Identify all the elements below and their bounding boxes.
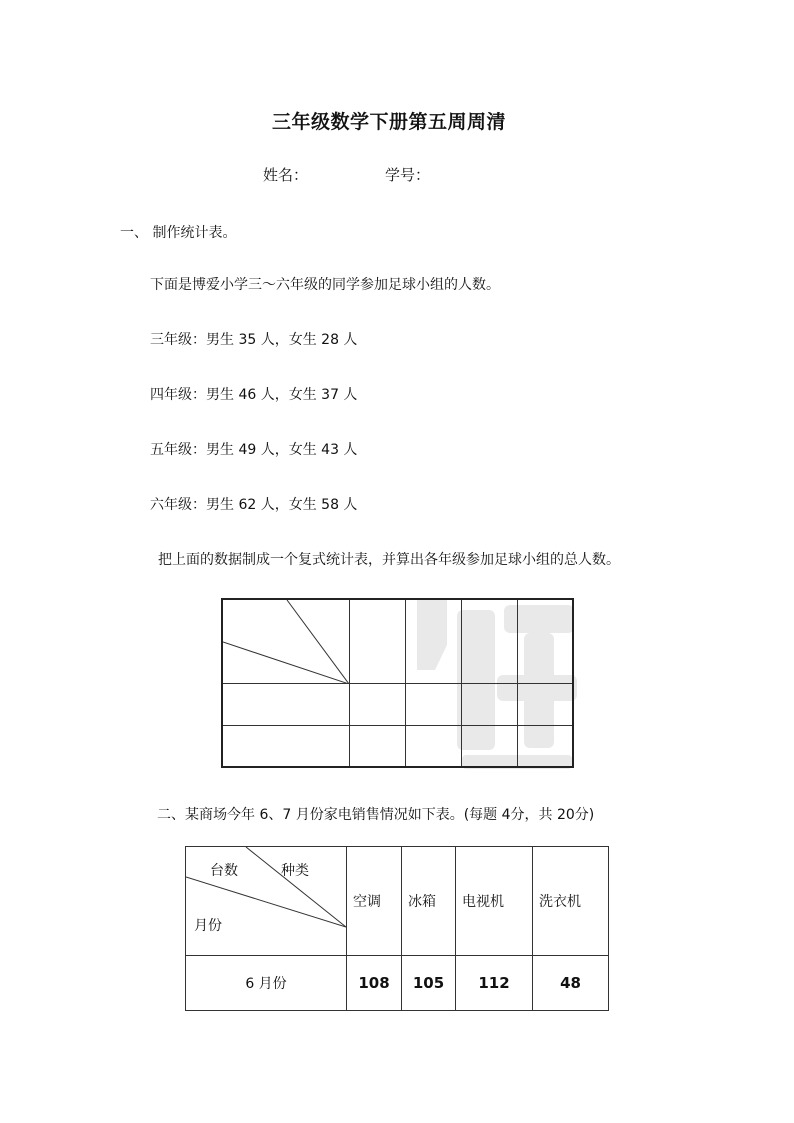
blank-cell[interactable] — [222, 725, 350, 767]
grade-6-line: 六年级：男生 62 人，女生 58 人 — [150, 497, 358, 513]
section-2-heading: 二、某商场今年 6、7 月份家电销售情况如下表。(每题 4分，共 20分) — [157, 807, 595, 823]
section-1-intro: 下面是博爱小学三～六年级的同学参加足球小组的人数。 — [150, 277, 500, 293]
blank-cell[interactable] — [518, 599, 574, 683]
blank-cell[interactable] — [462, 683, 518, 725]
name-label: 姓名： — [263, 166, 309, 184]
blank-cell[interactable] — [462, 599, 518, 683]
column-header: 洗衣机 — [533, 847, 609, 956]
corner-label-category: 种类 — [281, 863, 309, 879]
blank-cell[interactable] — [222, 683, 350, 725]
grade-3-line: 三年级：男生 35 人，女生 28 人 — [150, 332, 358, 348]
blank-cell[interactable] — [462, 725, 518, 767]
blank-cell[interactable] — [406, 599, 462, 683]
column-header: 电视机 — [456, 847, 533, 956]
blank-cell[interactable] — [350, 725, 406, 767]
corner-label-month: 月份 — [194, 918, 222, 934]
column-header: 空调 — [347, 847, 402, 956]
appliance-sales-table — [185, 846, 609, 1011]
section-1-heading: 一、 制作统计表。 — [120, 225, 237, 241]
grade-5-line: 五年级：男生 49 人，女生 43 人 — [150, 442, 358, 458]
blank-cell[interactable] — [406, 725, 462, 767]
grade-4-line: 四年级：男生 46 人，女生 37 人 — [150, 387, 358, 403]
blank-cell[interactable] — [406, 683, 462, 725]
table-cell: 105 — [402, 956, 456, 1011]
diagonal-lines — [223, 600, 349, 684]
table-cell: 48 — [533, 956, 609, 1011]
section-1-instruction: 把上面的数据制成一个复式统计表，并算出各年级参加足球小组的总人数。 — [158, 552, 620, 568]
blank-cell[interactable] — [518, 725, 574, 767]
page-title: 三年级数学下册第五周周清 — [272, 111, 507, 133]
diagonal-header-cell — [186, 847, 347, 956]
diagonal-header-cell — [222, 599, 350, 683]
corner-label-count: 台数 — [210, 863, 238, 879]
blank-cell[interactable] — [350, 599, 406, 683]
table-cell: 112 — [456, 956, 533, 1011]
table-cell: 108 — [347, 956, 402, 1011]
blank-cell[interactable] — [350, 683, 406, 725]
blank-cell[interactable] — [518, 683, 574, 725]
row-label: 6 月份 — [186, 956, 347, 1011]
blank-statistics-table — [221, 598, 574, 768]
column-header: 冰箱 — [402, 847, 456, 956]
student-id-label: 学号： — [385, 166, 431, 184]
